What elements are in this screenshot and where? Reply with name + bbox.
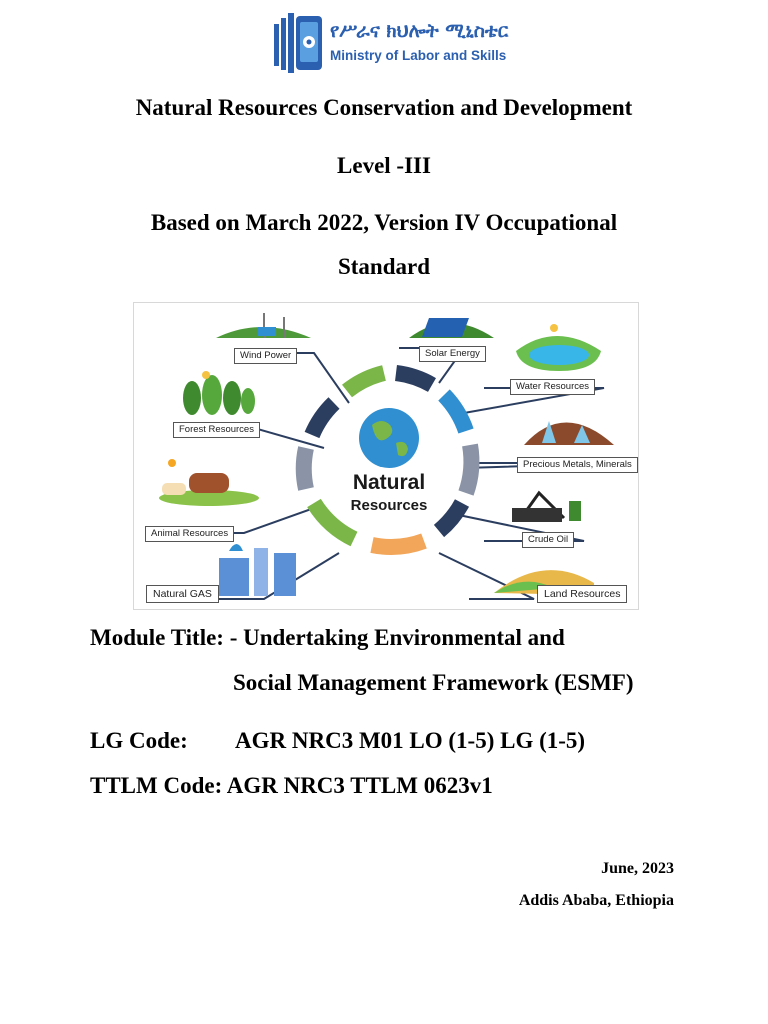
natural-gas-icon: [219, 544, 296, 596]
label-forest-resources: Forest Resources: [173, 422, 260, 438]
label-land-resources: Land Resources: [537, 585, 627, 603]
label-water-resources: Water Resources: [510, 379, 595, 395]
label-solar-energy: Solar Energy: [419, 346, 486, 362]
ministry-name-amharic: የሥራና ክህሎት ሚኒስቴር: [330, 20, 509, 42]
forest-icon: [183, 371, 255, 415]
module-title-line-2: Social Management Framework (ESMF): [233, 670, 634, 695]
label-precious-metals: Precious Metals, Minerals: [517, 457, 638, 473]
crude-oil-icon: [512, 493, 581, 522]
lg-code-label: LG Code:: [90, 728, 188, 753]
document-title: Natural Resources Conservation and Development: [135, 95, 633, 120]
animal-resources-icon: [159, 459, 259, 506]
ministry-emblem-icon: [272, 10, 326, 76]
precious-metals-icon: [524, 421, 614, 445]
natural-resources-infographic: [133, 302, 639, 610]
module-title-line-1: Module Title: - Undertaking Environmental and: [90, 625, 565, 650]
label-wind-power: Wind Power: [234, 348, 297, 364]
label-crude-oil: Crude Oil: [522, 532, 574, 548]
ttlm-code: TTLM Code: AGR NRC3 TTLM 0623v1: [90, 773, 493, 798]
label-animal-resources: Animal Resources: [145, 526, 234, 542]
wind-power-icon: [216, 313, 311, 338]
ministry-logo: [272, 10, 509, 76]
globe-icon: [359, 408, 419, 468]
water-resources-icon: [516, 324, 601, 371]
publication-place: Addis Ababa, Ethiopia: [518, 892, 674, 909]
resources-diagram: [134, 303, 638, 609]
infographic-center-subtitle: Resources: [350, 497, 428, 514]
infographic-center-title: Natural: [352, 471, 426, 494]
level-heading: Level -III: [337, 153, 431, 178]
ministry-name-english: Ministry of Labor and Skills: [330, 48, 507, 63]
publication-date: June, 2023: [601, 860, 674, 877]
lg-code-value: AGR NRC3 M01 LO (1-5) LG (1-5): [235, 728, 586, 753]
label-natural-gas: Natural GAS: [146, 585, 219, 603]
standard-line-2: Standard: [337, 254, 431, 279]
solar-energy-icon: [409, 318, 494, 338]
standard-line-1: Based on March 2022, Version IV Occupational: [150, 210, 618, 235]
